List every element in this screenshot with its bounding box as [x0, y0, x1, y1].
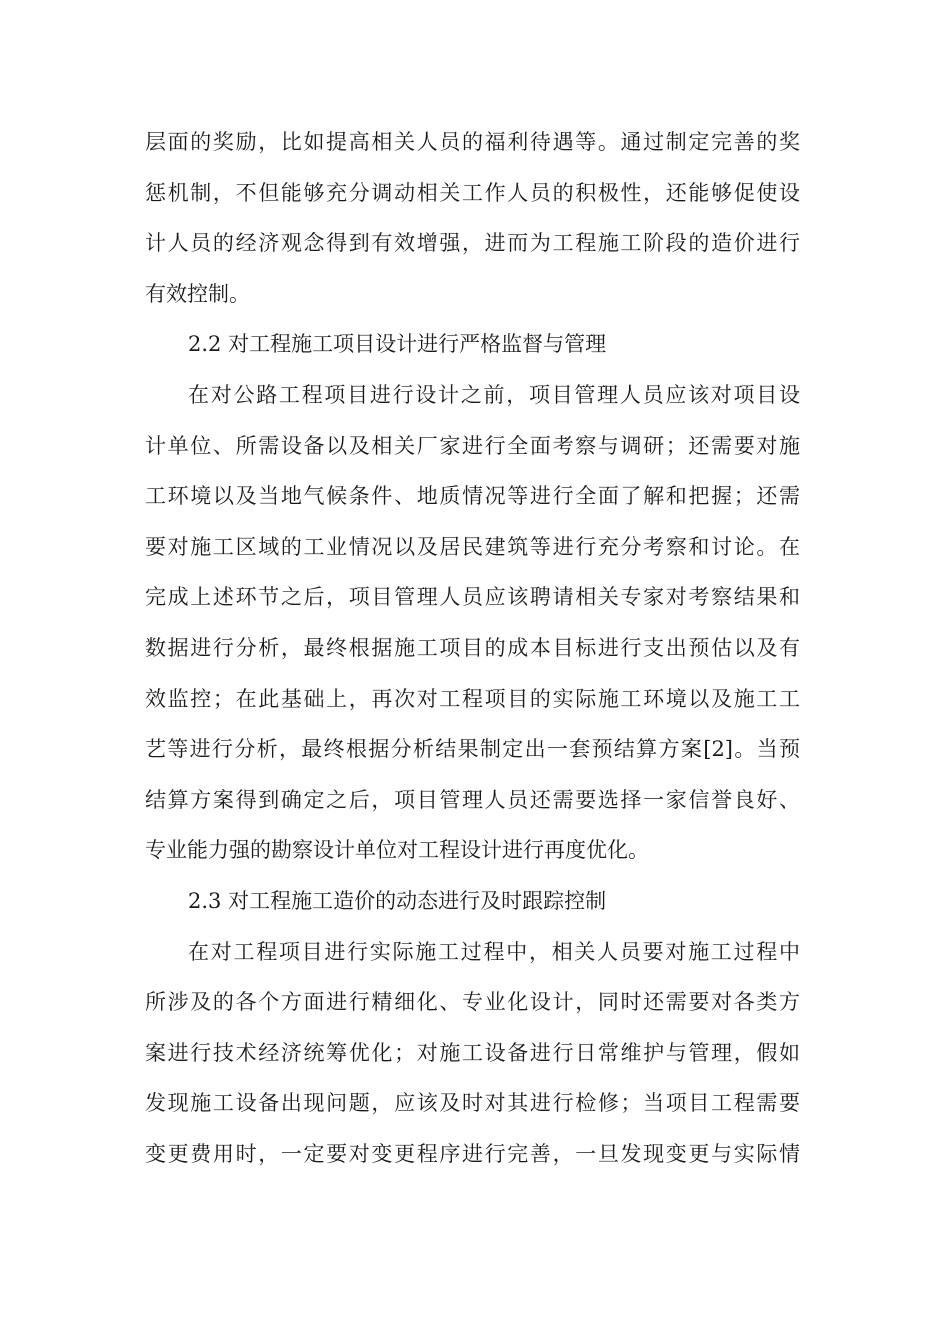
text-line: 案进行技术经济统筹优化；对施工设备进行日常维护与管理，假如: [145, 1040, 800, 1065]
paragraph-cost-tracking: [145, 927, 800, 1180]
text-line: 数据进行分析，最终根据施工项目的成本目标进行支出预估以及有: [145, 635, 800, 660]
text-line: 层面的奖励，比如提高相关人员的福利待遇等。通过制定完善的奖: [145, 130, 800, 154]
text-line: 艺等进行分析，最终根据分析结果制定出一套预结算方案[2]。当预: [145, 737, 800, 762]
text-line: 结算方案得到确定之后，项目管理人员还需要选择一家信誉良好、: [145, 787, 800, 812]
text-line: 发现施工设备出现问题，应该及时对其进行检修；当项目工程需要: [145, 1091, 800, 1116]
text-line: 变更费用时，一定要对变更程序进行完善，一旦发现变更与实际情: [145, 1141, 800, 1166]
text-line: 要对施工区域的工业情况以及居民建筑等进行充分考察和讨论。在: [145, 534, 800, 559]
section-heading-2-3: 2.3 对工程施工造价的动态进行及时跟踪控制: [188, 888, 607, 913]
text-line: 计人员的经济观念得到有效增强，进而为工程施工阶段的造价进行: [145, 231, 800, 256]
text-line: 完成上述环节之后，项目管理人员应该聘请相关专家对考察结果和: [145, 585, 800, 610]
text-line: 工环境以及当地气候条件、地质情况等进行全面了解和把握；还需: [145, 484, 800, 509]
text-line: 在对公路工程项目进行设计之前，项目管理人员应该对项目设: [188, 382, 800, 407]
text-line: 在对工程项目进行实际施工过程中，相关人员要对施工过程中: [188, 939, 800, 964]
section-heading-2-2: 2.2 对工程施工项目设计进行严格监督与管理: [188, 332, 607, 357]
paragraph-design-supervision: [145, 370, 800, 876]
paragraph-continuation: [145, 117, 800, 319]
document-body: [145, 117, 800, 1179]
text-line: 惩机制，不但能够充分调动相关工作人员的积极性，还能够促使设: [145, 180, 800, 205]
text-line: 有效控制。: [145, 281, 250, 306]
text-line: 计单位、所需设备以及相关厂家进行全面考察与调研；还需要对施: [145, 433, 800, 458]
text-line: 效监控；在此基础上，再次对工程项目的实际施工环境以及施工工: [145, 686, 800, 711]
text-line: 专业能力强的勘察设计单位对工程设计进行再度优化。: [145, 838, 649, 863]
text-line: 所涉及的各个方面进行精细化、专业化设计，同时还需要对各类方: [145, 990, 800, 1015]
